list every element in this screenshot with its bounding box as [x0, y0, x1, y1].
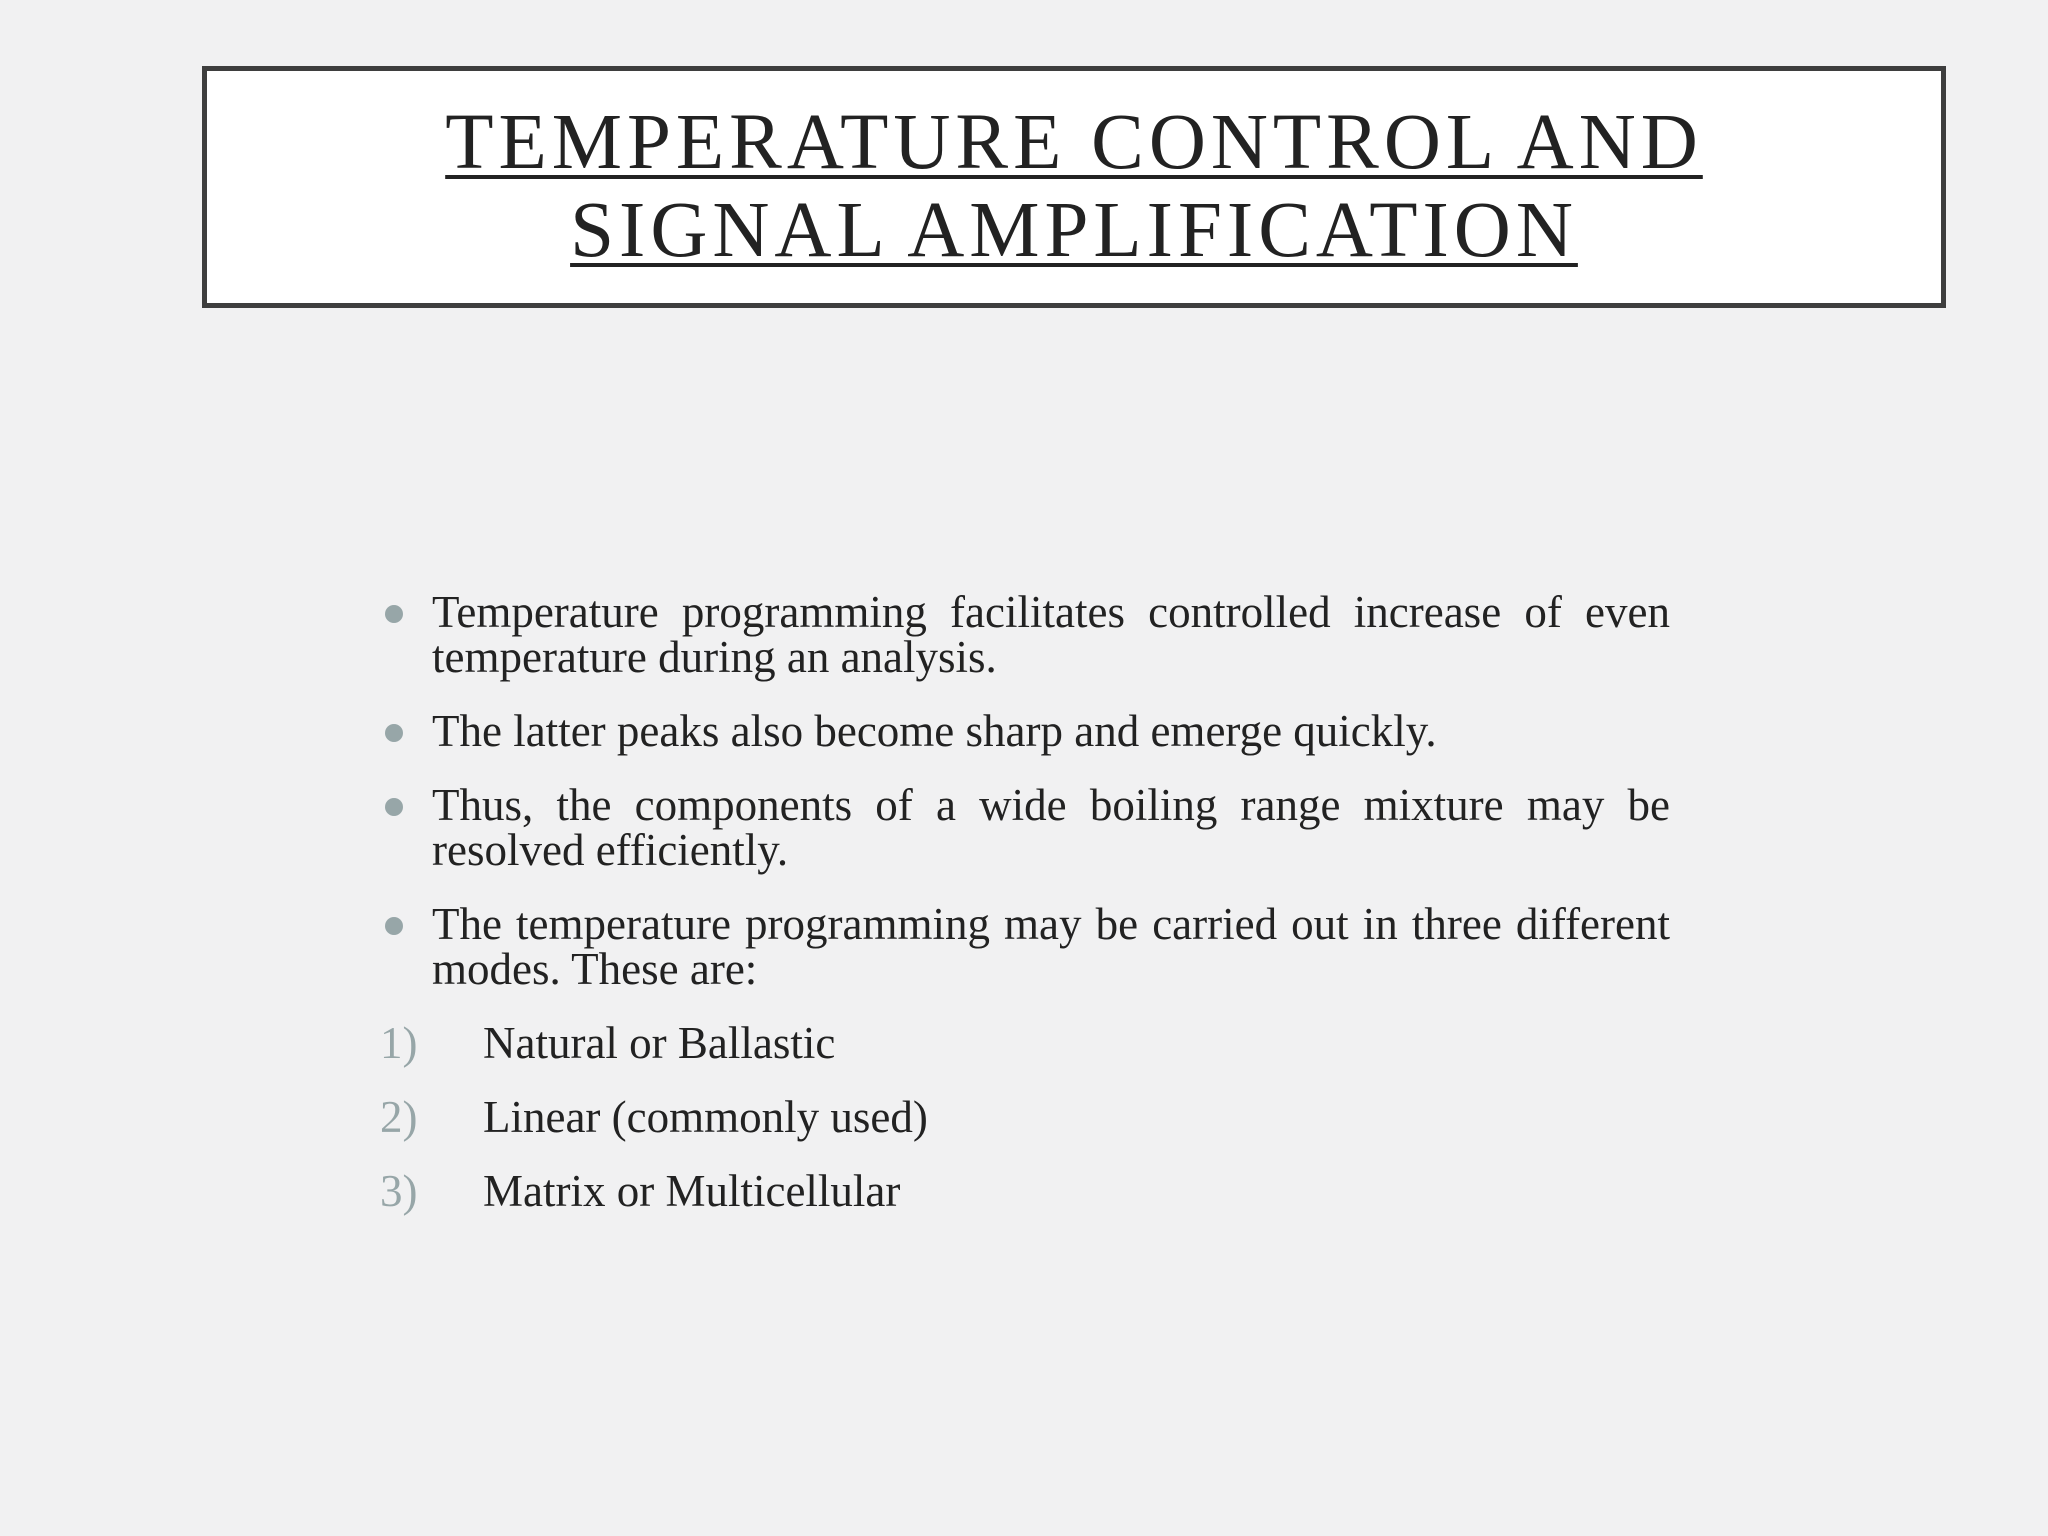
bullet-item	[375, 780, 1670, 875]
bullet-dot-icon	[385, 724, 403, 742]
bullet-item	[375, 899, 1670, 994]
title-line-1: TEMPERATURE CONTROL AND	[445, 99, 1703, 186]
slide-content	[375, 587, 1670, 1243]
bullet-text: The latter peaks also become sharp and emerge quickly.	[432, 706, 1437, 756]
title-line-2: SIGNAL AMPLIFICATION	[570, 187, 1578, 274]
mode-number: 3)	[380, 1166, 418, 1216]
bullet-text: Thus, the components of a wide boiling range mixture may be resolved efficiently.	[432, 780, 1670, 875]
modes-list	[375, 1018, 1670, 1216]
bullet-dot-icon	[385, 798, 403, 816]
bullet-text: The temperature programming may be carried out in three different modes. These are:	[432, 899, 1670, 994]
mode-item	[375, 1092, 1670, 1142]
mode-label: Matrix or Multicellular	[483, 1166, 901, 1216]
bullet-list	[375, 587, 1670, 994]
mode-item	[375, 1166, 1670, 1216]
bullet-text: Temperature programming facilitates controlled increase of even temperature during an analysis.	[432, 587, 1670, 682]
bullet-dot-icon	[385, 605, 403, 623]
bullet-dot-icon	[385, 917, 403, 935]
mode-number: 1)	[380, 1018, 418, 1068]
title-box	[202, 66, 1946, 308]
bullet-item	[375, 706, 1670, 756]
slide-title	[445, 99, 1703, 275]
mode-label: Linear (commonly used)	[483, 1092, 928, 1142]
mode-item	[375, 1018, 1670, 1068]
mode-number: 2)	[380, 1092, 418, 1142]
bullet-item	[375, 587, 1670, 682]
mode-label: Natural or Ballastic	[483, 1018, 836, 1068]
